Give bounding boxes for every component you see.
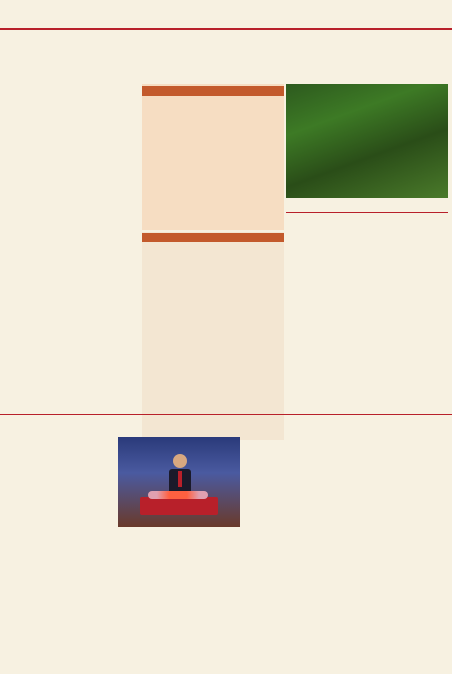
article3-body-col4 <box>348 438 448 670</box>
masthead <box>0 0 452 30</box>
section-divider <box>0 414 452 415</box>
speaker-photo <box>118 437 240 527</box>
flowers <box>148 491 208 499</box>
article3-body-col3 <box>244 438 344 670</box>
pie-chart-svg <box>142 84 284 230</box>
article2-body-col2 <box>368 226 448 412</box>
bar-chart-svg <box>142 232 284 440</box>
article-body-col1 <box>6 92 138 410</box>
podium <box>140 497 218 515</box>
pie-chart-panel <box>142 84 284 230</box>
article3-body-col1 <box>6 438 114 670</box>
orange-orchard-photo <box>286 84 448 198</box>
article2-body-col1 <box>286 226 364 412</box>
bar-chart-panel <box>142 232 284 440</box>
article3-body-col2 <box>118 538 240 670</box>
article2-headline <box>286 210 448 213</box>
